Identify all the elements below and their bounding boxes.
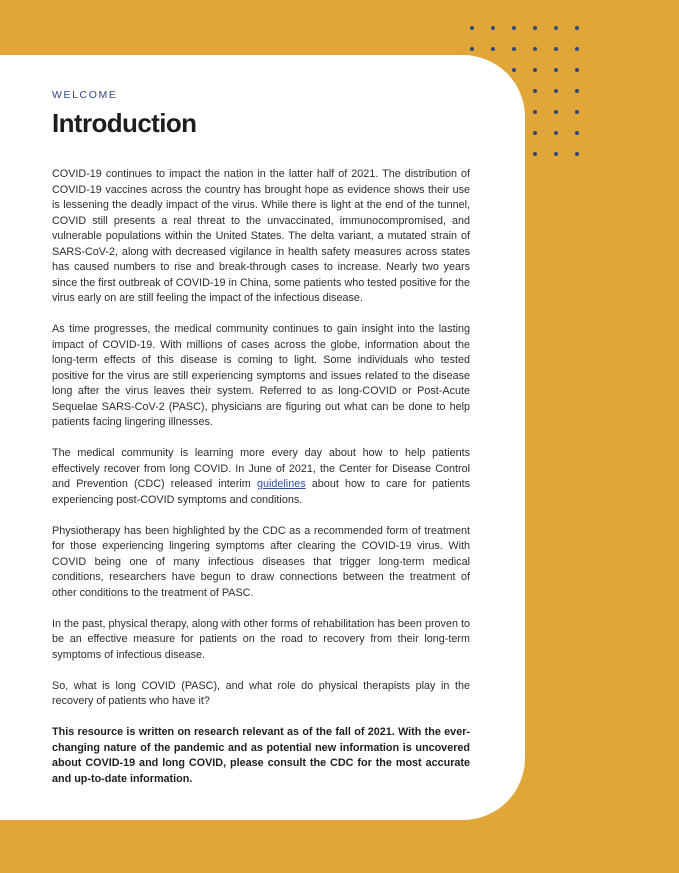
decorative-dot (554, 68, 558, 72)
paragraph-cdc-guidelines-text-end: about how to care for patients experiencing post-COVID symptoms and conditions. (52, 478, 470, 506)
paragraph-cdc-guidelines (52, 446, 470, 508)
paragraph-question: So, what is long COVID (PASC), and what role do physical therapists play in the recovery of patients who have it? (52, 679, 470, 707)
paragraph-covid-impact: COVID-19 continues to impact the nation in the latter half of 2021. The distribution of COVID-19 vaccines across the country has brought hope as evidence shows their use is lessening the deadly impact of the virus. While there is light at the end of the tunnel, COVID still presents a real threat to the unvaccinated, immunocompromised, and vulnerable populations within the United States. The delta variant, a mutated strain of SARS-CoV-2, along with decreased vigilance in health safety measures across states has caused numbers to rise and break-through cases to increase. Nearly two years since the first outbreak of COVID-19 in China, some patients who tested positive for the virus early on are still feeling the impact of the infectious disease. (52, 168, 470, 304)
decorative-dot (575, 89, 579, 93)
decorative-dot (554, 110, 558, 114)
paragraph-lasting-impact: As time progresses, the medical community continues to gain insight into the lasting impact of COVID-19. With millions of cases across the globe, information about the long-term effects of this disease is coming to light. Some individuals who tested positive for the virus are still experiencing symptoms and issues related to the disease long after the virus leaves their system. Referred to as long-COVID or Post-Acute Sequelae SARS-CoV-2 (PASC), physicians are figuring out what can be done to help patients facing lingering illnesses. (52, 323, 470, 428)
decorative-dot (554, 26, 558, 30)
article-content (52, 89, 470, 787)
decorative-dot (575, 152, 579, 156)
decorative-dot (533, 89, 537, 93)
decorative-dot (512, 26, 516, 30)
decorative-dot (575, 47, 579, 51)
guidelines-link[interactable]: guidelines (256, 478, 306, 490)
paragraph-physical-therapy-history: In the past, physical therapy, along with other forms of rehabilitation has been proven to be an effective measure for patients on the road to recovery from their long-term symptoms of infectious disease. (52, 617, 470, 661)
decorative-dot (512, 47, 516, 51)
decorative-dot (491, 47, 495, 51)
section-eyebrow: WELCOME (52, 89, 118, 101)
decorative-dot (575, 68, 579, 72)
page-title: Introduction (52, 108, 197, 138)
decorative-dot (533, 68, 537, 72)
decorative-dot (533, 110, 537, 114)
decorative-dot (554, 131, 558, 135)
article-body (52, 167, 470, 787)
decorative-dot (554, 152, 558, 156)
decorative-dot (533, 152, 537, 156)
decorative-dot (554, 89, 558, 93)
decorative-dot (470, 47, 474, 51)
decorative-dot (575, 26, 579, 30)
decorative-dot (491, 26, 495, 30)
decorative-dot (470, 26, 474, 30)
decorative-dot (512, 68, 516, 72)
paragraph-cdc-guidelines-text-start: The medical community is learning more every day about how to help patients effectively recover from long COVID. In June of 2021, the Center for Disease Control and Prevention (CDC) released interim (52, 447, 470, 490)
paragraph-disclaimer: This resource is written on research relevant as of the fall of 2021. With the ever-changing nature of the pandemic and as potential new information is uncovered about COVID-19 and long COVID, please consult the CDC for the most accurate and up-to-date information. (52, 726, 470, 785)
decorative-dot (575, 110, 579, 114)
paragraph-physiotherapy: Physiotherapy has been highlighted by the CDC as a recommended form of treatment for those experiencing lingering symptoms after clearing the COVID-19 virus. With COVID being one of many infectious diseases that trigger long-term medical conditions, researchers have begun to draw connections between the treatment of other conditions to the treatment of PASC. (52, 524, 470, 599)
decorative-dot (533, 47, 537, 51)
decorative-dot (533, 131, 537, 135)
decorative-dot (533, 26, 537, 30)
decorative-dot (575, 131, 579, 135)
decorative-dot (554, 47, 558, 51)
